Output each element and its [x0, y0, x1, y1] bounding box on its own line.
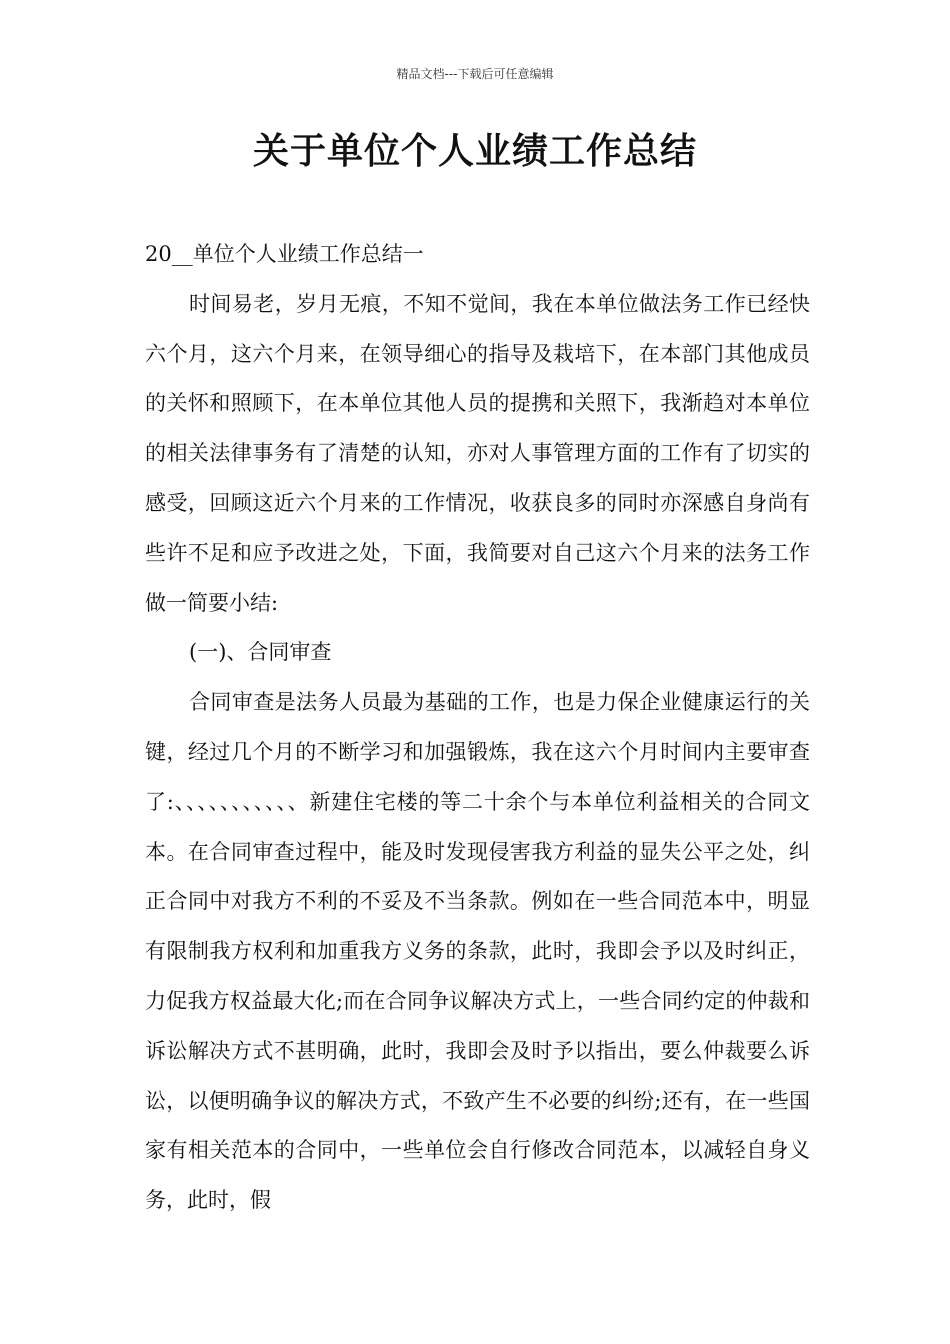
paragraph-intro: 时间易老，岁月无痕，不知不觉间，我在本单位做法务工作已经快六个月，这六个月来，在领导细心的指导及栽培下，在本部门其他成员的关怀和照顾下，在本单位其他人员的提携和关照下，我渐趋对本单位的相关法律事务有了清楚的认知，亦对人事管理方面的工作有了切实的感受，回顾这近六个月来的工作情况，收获良多的同时亦深感自身尚有些许不足和应予改进之处，下面，我简要对自己这六个月来的法务工作做一简要小结: [145, 291, 810, 615]
page-header: 精品文档---下载后可任意编辑 [396, 67, 554, 81]
section-heading-contract-review: (一)、合同审查 [189, 640, 332, 665]
document-title: 关于单位个人业绩工作总结 [252, 131, 697, 172]
section-subtitle: 20__单位个人业绩工作总结一 [145, 242, 424, 266]
document-body [145, 230, 810, 1226]
paragraph-contract-review: 合同审查是法务人员最为基础的工作，也是力保企业健康运行的关键，经过几个月的不断学习和加强锻炼，我在这六个月时间内主要审查了:、、、、、、、、、、、新建住宅楼的等二十余个与本单位利益相关的合同文本。在合同审查过程中，能及时发现侵害我方利益的显失公平之处，纠正合同中对我方不利的不妥及不当条款。例如在一些合同范本中，明显有限制我方权利和加重我方义务的条款，此时，我即会予以及时纠正，力促我方权益最大化;而在合同争议解决方式上，一些合同约定的仲裁和诉讼解决方式不甚明确，此时，我即会及时予以指出，要么仲裁要么诉讼，以便明确争议的解决方式，不致产生不必要的纠纷;还有，在一些国家有相关范本的合同中，一些单位会自行修改合同范本，以减轻自身义务，此时，假 [145, 690, 810, 1213]
